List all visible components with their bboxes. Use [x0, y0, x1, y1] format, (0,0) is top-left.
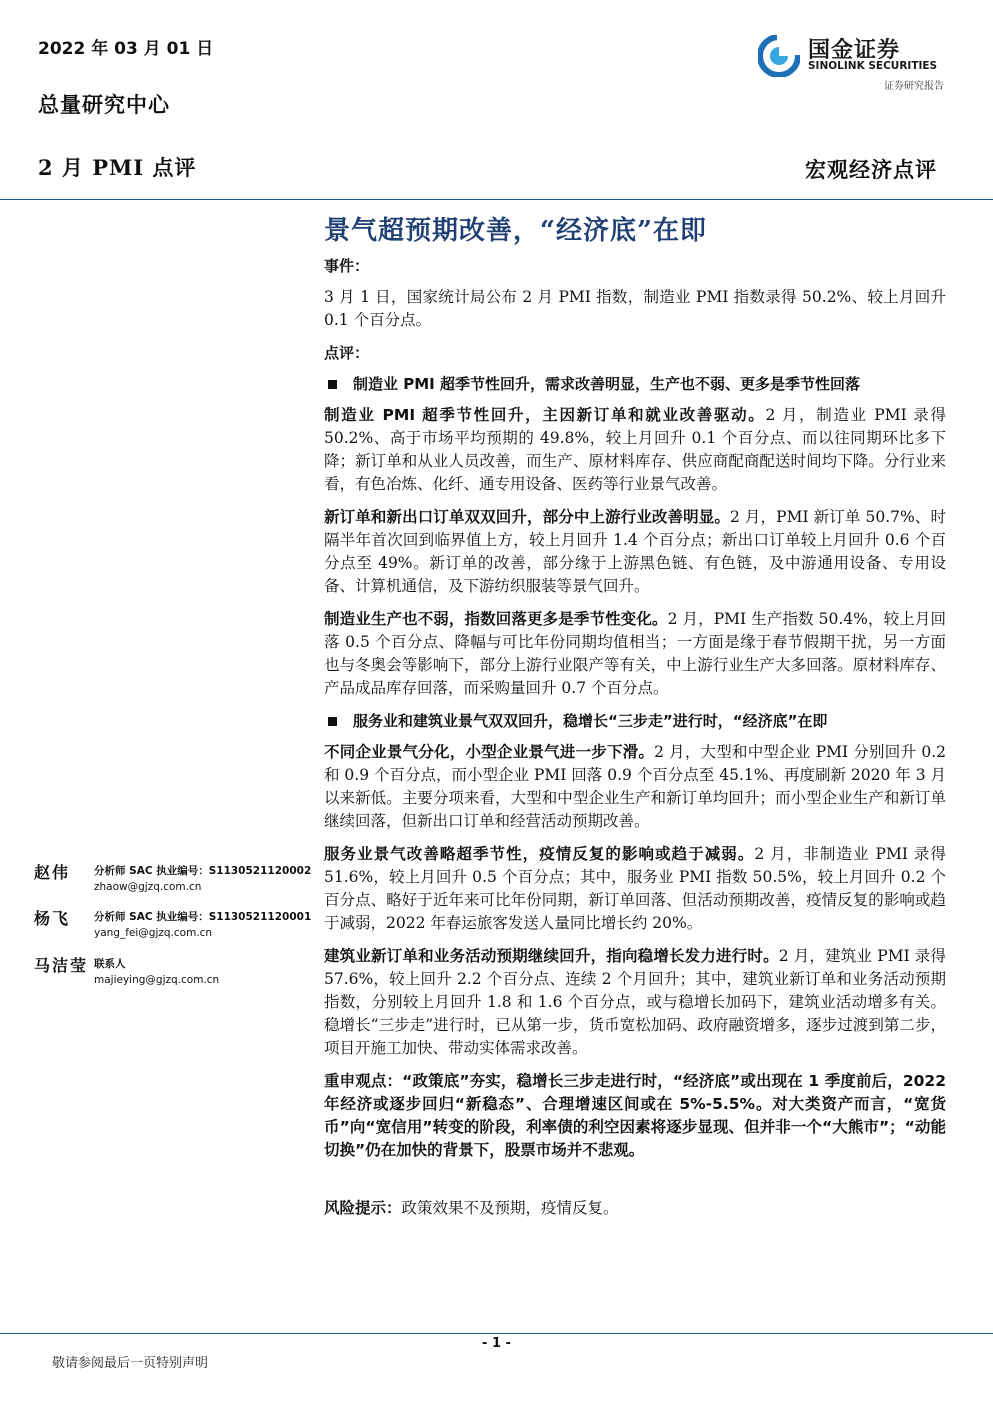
logo-cn-text: 国金证券: [808, 38, 901, 63]
analyst-email: yang_fei@gjzq.com.cn: [94, 927, 213, 939]
paragraph-5: [324, 843, 946, 935]
risk-text: 政策效果不及预期，疫情反复。: [401, 1199, 619, 1217]
paragraph-6-lead: 建筑业新订单和业务活动预期继续回升，指向稳增长发力进行时。: [324, 947, 779, 965]
event-text: 3 月 1 日，国家统计局公布 2 月 PMI 指数，制造业 PMI 指数录得 50.2%、较上月回升 0.1 个百分点。: [324, 288, 946, 329]
report-subtitle: 2 月 PMI 点评: [38, 155, 197, 180]
paragraph-2-body: 2 月，PMI 新订单 50.7%、时隔半年首次回到临界值上方，较上月回升 1.4 个百分点；新出口订单较上月回升 0.6 个百分点至 49%。新订单的改善，部分缘于上游黑色链、有色链，及中游通用设备、专用设备、计算机通信，及下游纺织服装等景气回升。: [324, 508, 946, 595]
section-heading-2: [324, 710, 946, 731]
paragraph-3-body: 2 月，PMI 生产指数 50.4%，较上月回落 0.5 个百分点、降幅与可比年份同期均值相当；一方面是缘于春节假期干扰，另一方面也与冬奥会等影响下，部分上游行业限产等有关，中上游行业生产大多回落。原材料库存、产品成品库存回落，而采购量回升 0.7 个百分点。: [324, 610, 946, 697]
paragraph-3-lead: 制造业生产也不弱，指数回落更多是季节性变化。: [324, 610, 668, 628]
footer-divider: [0, 1333, 993, 1334]
analyst-title: 分析师 SAC 执业编号：S1130521120001: [94, 911, 312, 923]
analyst-title: 联系人: [94, 958, 126, 970]
bullet-square-icon: [328, 380, 337, 389]
report-category: 宏观经济点评: [805, 157, 937, 182]
paragraph-1-lead: 制造业 PMI 超季节性回升，主因新订单和就业改善驱动。: [324, 406, 766, 424]
analyst-email: majieying@gjzq.com.cn: [94, 974, 220, 986]
section-heading-2-text: 服务业和建筑业景气双双回升，稳增长“三步走”进行时，“经济底”在即: [353, 712, 828, 730]
paragraph-4-lead: 不同企业景气分化，小型企业景气进一步下滑。: [324, 743, 655, 761]
paragraph-2-lead: 新订单和新出口订单双双回升，部分中上游行业改善明显。: [324, 508, 731, 526]
paragraph-1-body: 2 月，制造业 PMI 录得 50.2%、高于市场平均预期的 49.8%，较上月回升 0.1 个百分点、而以往同期环比多下降；新订单和从业人员改善，而生产、原材料库存、供应商配商配送时间均下降。分行业来看，有色冶炼、化纤、通专用设备、医药等行业景气改善。: [324, 406, 946, 493]
logo-en-text: SINOLINK SECURITIES: [808, 60, 938, 72]
page-number: - 1 -: [482, 1336, 511, 1351]
bullet-square-icon: [328, 717, 337, 726]
paragraph-1: [324, 404, 946, 496]
paragraph-6-body: 2 月，建筑业 PMI 录得 57.6%，较上回升 2.2 个百分点、连续 2 个月回升；其中，建筑业新订单和业务活动预期指数，分别较上月回升 1.8 和 1.6 个百分点，或与稳增长加码下，建筑业活动增多有关。稳增长“三步走”进行时，已从第一步，货币宽松加码、政府融资增多，逐步过渡到第二步，项目开施工加快、带动实体需求改善。: [324, 947, 946, 1057]
paragraph-5-lead: 服务业景气改善略超季节性，疫情反复的影响或趋于减弱。: [324, 845, 755, 863]
report-title: 景气超预期改善，“经济底”在即: [324, 216, 707, 246]
analyst-name: 杨飞: [34, 909, 71, 928]
analyst-info: [94, 956, 219, 988]
paragraph-4: [324, 741, 946, 833]
analyst-name: 马洁莹: [34, 956, 89, 975]
disclaimer-note: 敬请参阅最后一页特别声明: [52, 1356, 209, 1371]
logo-mark-icon: [758, 35, 800, 77]
section-heading-1: [324, 373, 946, 394]
company-logo: [758, 33, 944, 92]
analyst-name: 赵伟: [34, 863, 71, 882]
paragraph-2: [324, 506, 946, 598]
main-content: [324, 210, 946, 1218]
paragraph-5-body: 2 月，非制造业 PMI 录得 51.6%，较上月回升 0.5 个百分点；其中，服务业 PMI 指数 50.5%，较上月回升 0.2 个百分点、略好于近年来可比年份同期，新订单回落、但活动预期改善，疫情反复的影响或趋于减弱，2022 年春运旅客发送人量同比增长约 20%。: [324, 845, 946, 932]
paragraph-4-body: 2 月，大型和中型企业 PMI 分别回升 0.2 和 0.9 个百分点，而小型企业 PMI 回落 0.9 个百分点至 45.1%、再度刷新 2020 年 3 月以来新低。主要分项来看，大型和中型企业生产和新订单均回升；而小型企业生产和新订单继续回落，但新出口订单和经营活动预期改善。: [324, 743, 946, 830]
key-view: 重申观点：“政策底”夯实，稳增长三步走进行时，“经济底”或出现在 1 季度前后，2022 年经济或逐步回归“新稳态”、合理增速区间或在 5%-5.5%。对大类资产而言，“宽货币”向“宽信用”转变的阶段，利率债的利空因素将逐步显现、但并非一个“大熊市”；“动能切换”仍在加快的背景下，股票市场并不悲观。: [324, 1072, 946, 1159]
report-date: 2022 年 03 月 01 日: [38, 39, 214, 59]
risk-label: 风险提示：: [324, 1199, 402, 1217]
paragraph-6: [324, 945, 946, 1060]
analyst-info: [94, 863, 311, 895]
header-divider: [0, 199, 993, 200]
analyst-email: zhaow@gjzq.com.cn: [94, 881, 202, 893]
report-type-label: 证券研究报告: [884, 81, 944, 92]
research-center: 总量研究中心: [38, 92, 170, 117]
analyst-info: [94, 909, 311, 941]
risk-warning: [324, 1196, 946, 1218]
event-label: 事件：: [324, 257, 370, 275]
section-heading-1-text: 制造业 PMI 超季节性回升，需求改善明显，生产也不弱、更多是季节性回落: [353, 375, 860, 393]
analyst-title: 分析师 SAC 执业编号：S1130521120002: [94, 865, 312, 877]
comment-label: 点评：: [324, 344, 370, 362]
paragraph-3: [324, 608, 946, 700]
